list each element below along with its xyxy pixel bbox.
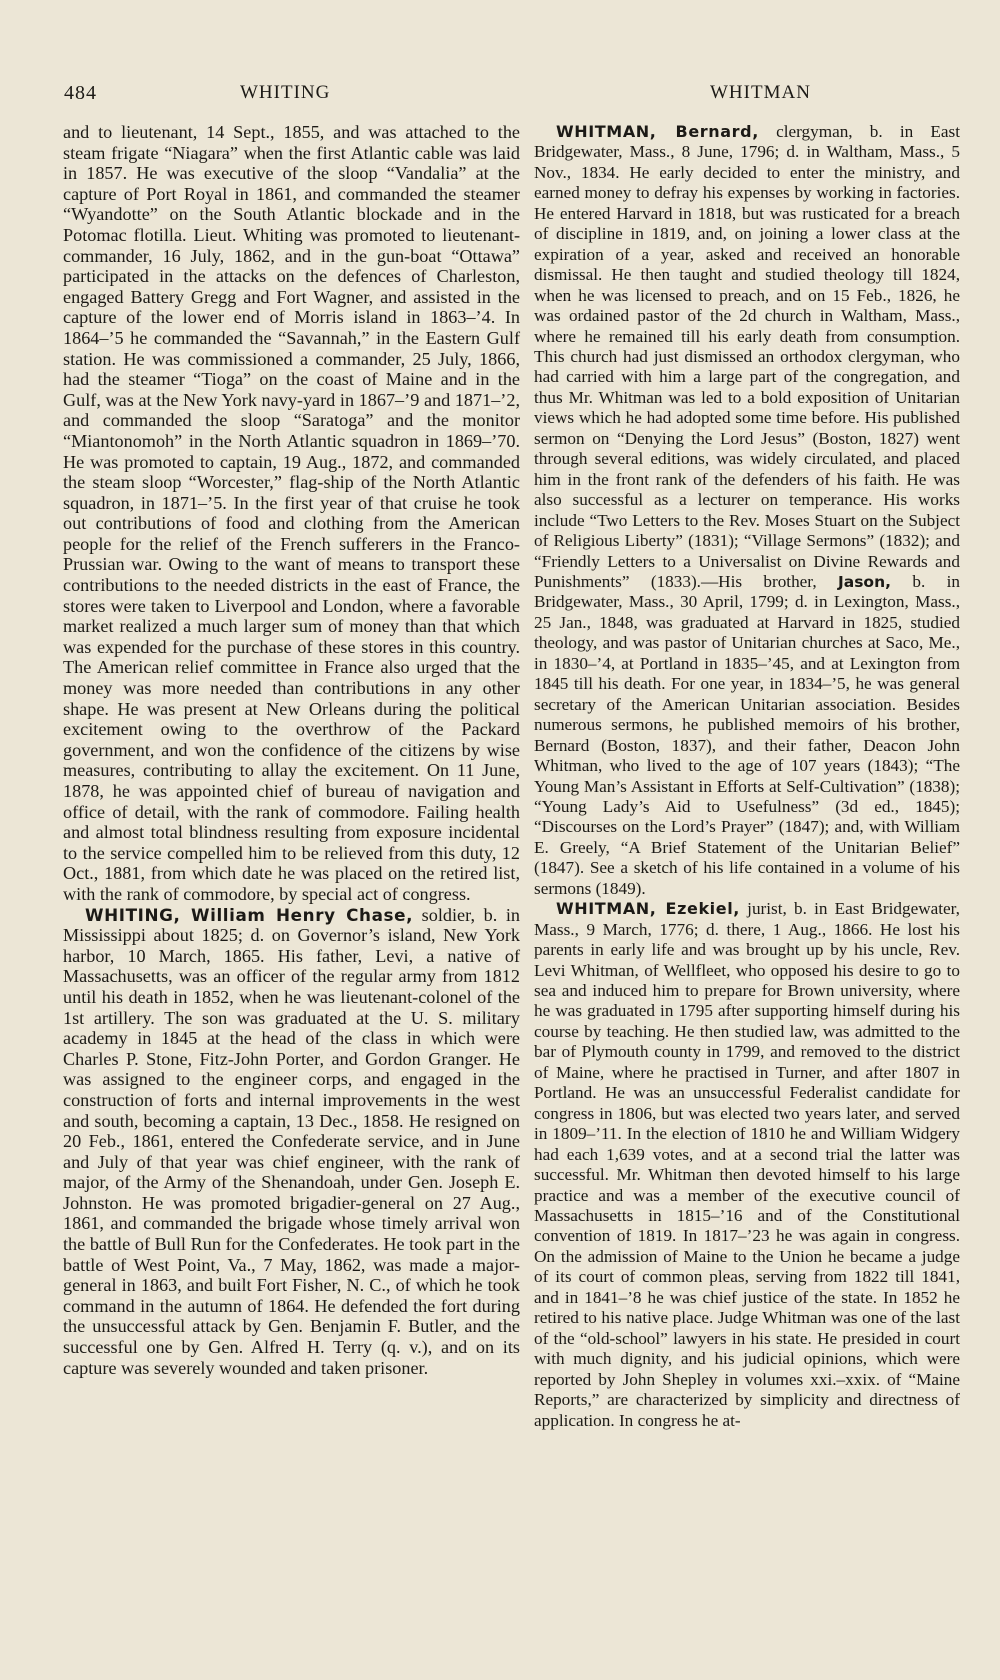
entry-whitman-ezekiel bbox=[534, 899, 960, 1431]
entry-whitman-bernard bbox=[534, 122, 960, 899]
subheadword-jason: Jason, bbox=[837, 572, 892, 591]
left-column bbox=[63, 122, 520, 1378]
left-running-head: WHITING bbox=[240, 82, 331, 103]
running-header bbox=[62, 82, 938, 108]
entry-text-jason: b. in Bridgewater, Mass., 30 April, 1799; d. in Lexington, Mass., 25 Jan., 1848, was graduated at Harvard in 1825, studied theology, and was pastor of Unitarian churches at Saco, Me., in 1830–’4, at Portland in 1835–’45, and at Lexington from 1845 till his death. For one year, in 1834–’5, he was general secretary of the American Unitarian association. Besides numerous sermons, he published memoirs of his brother, Bernard (Boston, 1837), and their father, Deacon John Whitman, who lived to the age of 107 years (1843); “The Young Man’s Assistant in Efforts at Self-Cultivation” (1838); “Young Lady’s Aid to Usefulness” (3d ed., 1845); “Discourses on the Lord’s Prayer” (1847); and, with William E. Greely, “A Brief Statement of the Unitarian Belief” (1847). See a sketch of his life contained in a volume of his sermons (1849). bbox=[534, 571, 960, 898]
entry-whiting-william-henry-chase bbox=[63, 905, 520, 1379]
page-number: 484 bbox=[64, 82, 97, 104]
entry-text: clergyman, b. in East Bridgewater, Mass., 8 June, 1796; d. in Waltham, Mass., 5 Nov., 1834. He early decided to enter the ministry, and earned money to defray his expenses by working in factories. He entered Harvard in 1818, but was rusticated for a breach of discipline in 1819, and, on joining a lower class at the expiration of a year, asked and received an honorable dismissal. He then taught and studied theology till 1824, when he was licensed to preach, and on 15 Feb., 1826, he was ordained pastor of the 2d church in Waltham, Mass., where he remained till his early death from consumption. This church had just dismissed an orthodox clergyman, who had carried with him a large part of the congregation, and thus Mr. Whitman was led to a bold exposition of Unitarian views which he had adopted some time before. His published sermon on “Denying the Lord Jesus” (Boston, 1827) went through several editions, was widely circulated, and placed him in the front rank of the defenders of his faith. He was also successful as a lecturer on temperance. His works include “Two Letters to the Rev. Moses Stuart on the Subject of Religious Liberty” (1831); “Village Sermons” (1832); and “Friendly Letters to a Universalist on Divine Rewards and Punishments” (1833).—His brother, bbox=[534, 122, 961, 591]
right-column bbox=[534, 122, 960, 1431]
headword: WHITING, William Henry Chase, bbox=[85, 904, 414, 925]
entry-text: soldier, b. in Mississippi about 1825; d. on Governor’s island, New York harbor, 10 March, 1865. His father, Levi, a native of Massachusetts, was an officer of the regular army from 1812 until his death in 1852, when he was lieutenant-colonel of the 1st artillery. The son was graduated at the U. S. military academy in 1845 at the head of the class in which were Charles P. Stone, Fitz-John Porter, and Gordon Granger. He was assigned to the engineer corps, and engaged in the construction of forts and internal improvements in the west and south, becoming a captain, 13 Dec., 1858. He resigned on 20 Feb., 1861, entered the Confederate service, and in June and July of that year was chief engineer, with the rank of major, of the Army of the Shenandoah, under Gen. Joseph E. Johnston. He was promoted brigadier-general on 27 Aug., 1861, and commanded the brigade whose timely arrival won the battle of Bull Run for the Confederates. He took part in the battle of West Point, Va., 7 May, 1862, was made a major-general in 1863, and built Fort Fisher, N. C., of which he took command in the autumn of 1864. He defended the fort during the unsuccessful attack by Gen. Benjamin F. Butler, and the successful one by Gen. Alfred H. Terry (q. v.), and on its capture was severely wounded and taken prisoner. bbox=[63, 904, 521, 1378]
entry-text: jurist, b. in East Bridgewater, Mass., 9 March, 1776; d. there, 1 Aug., 1866. He lost his parents in early life and was brought up by his uncle, Rev. Levi Whitman, of Wellfleet, who opposed his desire to go to sea and induced him to prepare for Brown university, where he was graduated in 1795 after supporting himself during his course by teaching. He then studied law, was admitted to the bar of Plymouth county in 1799, and removed to the district of Maine, where he practised in Turner, and after 1807 in Portland. He was an unsuccessful Federalist candidate for congress in 1806, but was elected two years later, and served in 1809–’11. In the election of 1810 he and William Widgery had each 1,639 votes, and at a second trial the latter was successful. Mr. Whitman then devoted himself to his large practice and was a member of the executive council of Massachusetts in 1815–’16 and of the Constitutional convention of 1819. In 1817–’23 he was again in congress. On the admission of Maine to the Union he became a judge of its court of common pleas, serving from 1822 till 1841, and in 1841–’8 he was chief justice of the state. In 1852 he retired to his native place. Judge Whitman was one of the last of the “old-school” lawyers in his state. He presided in court with much dignity, and his judicial opinions, which were reported by John Shepley in volumes xxi.–xxix. of “Maine Reports,” are characterized by simplicity and directness of application. In congress he at- bbox=[534, 899, 960, 1430]
right-running-head: WHITMAN bbox=[710, 82, 811, 103]
entry-whiting-continued: and to lieutenant, 14 Sept., 1855, and was attached to the steam frigate “Niagara” when the first Atlantic cable was laid in 1857. He was executive of the sloop “Vandalia” at the capture of Port Royal in 1861, and commanded the steamer “Wyandotte” on the South Atlantic blockade and in the Potomac flotilla. Lieut. Whiting was promoted to lieutenant-commander, 16 July, 1862, and in the gun-boat “Ottawa” participated in the attacks on the defences of Charleston, engaged Battery Gregg and Fort Wagner, and assisted in the capture of the lower end of Morris island in 1863–’4. In 1864–’5 he commanded the “Savannah,” in the Eastern Gulf station. He was commissioned a commander, 25 July, 1866, had the steamer “Tioga” on the coast of Maine and in the Gulf, was at the New York navy-yard in 1867–’9 and 1871–’2, and commanded the sloop “Saratoga” and the monitor “Miantonomoh” in the North Atlantic squadron in 1869–’70. He was promoted to captain, 19 Aug., 1872, and commanded the steam sloop “Worcester,” flag-ship of the North Atlantic squadron, in 1871–’5. In the first year of that cruise he took out contributions of food and clothing from the American people for the relief of the French sufferers in the Franco-Prussian war. Owing to the want of means to transport these contributions to the needed districts in the east of France, the stores were taken to Liverpool and London, where a favorable market realized a much larger sum of money than that which was expended for the purchase of these stores in this country. The American relief committee in France also urged that the money was more needed than contributions in any other shape. He was present at New Orleans during the political excitement owing to the overthrow of the Packard government, and won the confidence of the citizens by wise measures, contributing to allay the excitement. On 11 June, 1878, he was appointed chief of bureau of navigation and office of detail, with the rank of commodore. Failing health and almost total blindness resulting from exposure incidental to the service compelled him to be relieved from this duty, 12 Oct., 1881, from which date he was placed on the retired list, with the rank of commodore, by special act of congress. bbox=[63, 122, 520, 904]
headword: WHITMAN, Ezekiel, bbox=[556, 899, 740, 919]
headword: WHITMAN, Bernard, bbox=[556, 122, 759, 141]
